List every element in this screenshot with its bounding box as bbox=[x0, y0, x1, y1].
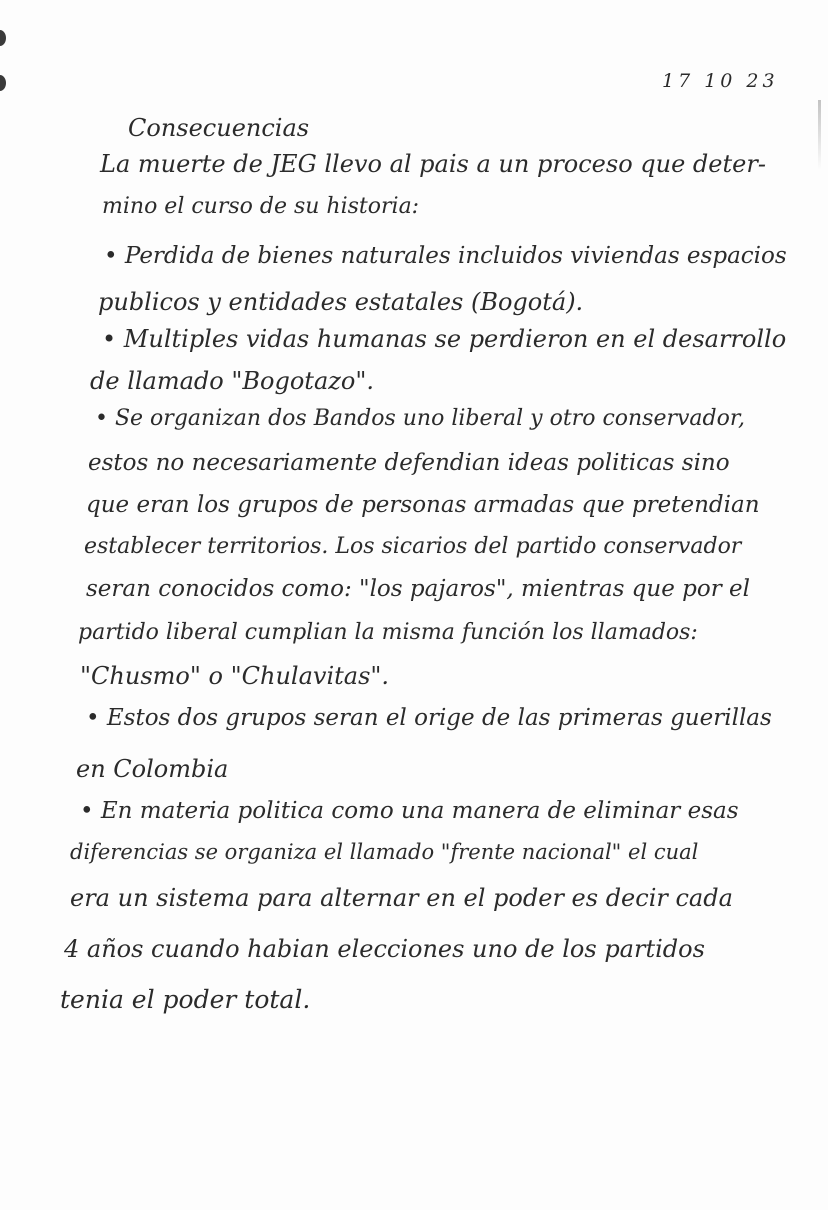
bullet-item: • Se organizan dos Bandos uno liberal y otro conservador, bbox=[95, 406, 745, 431]
text-line: de llamado "Bogotazo". bbox=[90, 367, 375, 395]
text-line: estos no necesariamente defendian ideas politicas sino bbox=[88, 450, 730, 476]
edge-shadow bbox=[818, 100, 821, 170]
text-line: diferencias se organiza el llamado "frente nacional" el cual bbox=[70, 840, 699, 864]
date-text: 17 10 23 bbox=[662, 70, 779, 92]
binder-hole-mark bbox=[0, 30, 6, 46]
text-line: en Colombia bbox=[76, 755, 229, 783]
text-line: publicos y entidades estatales (Bogotá). bbox=[98, 288, 584, 316]
binder-hole-mark bbox=[0, 75, 6, 91]
text-line: partido liberal cumplian la misma función los llamados: bbox=[78, 620, 698, 645]
bullet-item: • Perdida de bienes naturales incluidos viviendas espacios bbox=[104, 243, 787, 269]
text-line: tenia el poder total. bbox=[60, 985, 311, 1014]
bullet-item: • Multiples vidas humanas se perdieron en el desarrollo bbox=[102, 325, 787, 353]
text-line: era un sistema para alternar en el poder es decir cada bbox=[70, 884, 733, 912]
bullet-item: • Estos dos grupos seran el orige de las primeras guerillas bbox=[86, 705, 772, 731]
text-line: "Chusmo" o "Chulavitas". bbox=[80, 662, 390, 690]
text-line: La muerte de JEG llevo al pais a un proceso que deter- bbox=[100, 150, 766, 178]
text-line: seran conocidos como: "los pajaros", mientras que por el bbox=[86, 576, 750, 602]
text-line: 4 años cuando habian elecciones uno de los partidos bbox=[64, 935, 705, 963]
text-line: que eran los grupos de personas armadas que pretendian bbox=[86, 492, 760, 518]
page-title: Consecuencias bbox=[128, 114, 310, 142]
text-line: mino el curso de su historia: bbox=[102, 194, 420, 219]
text-line: establecer territorios. Los sicarios del partido conservador bbox=[84, 534, 742, 559]
bullet-item: • En materia politica como una manera de eliminar esas bbox=[80, 798, 739, 824]
